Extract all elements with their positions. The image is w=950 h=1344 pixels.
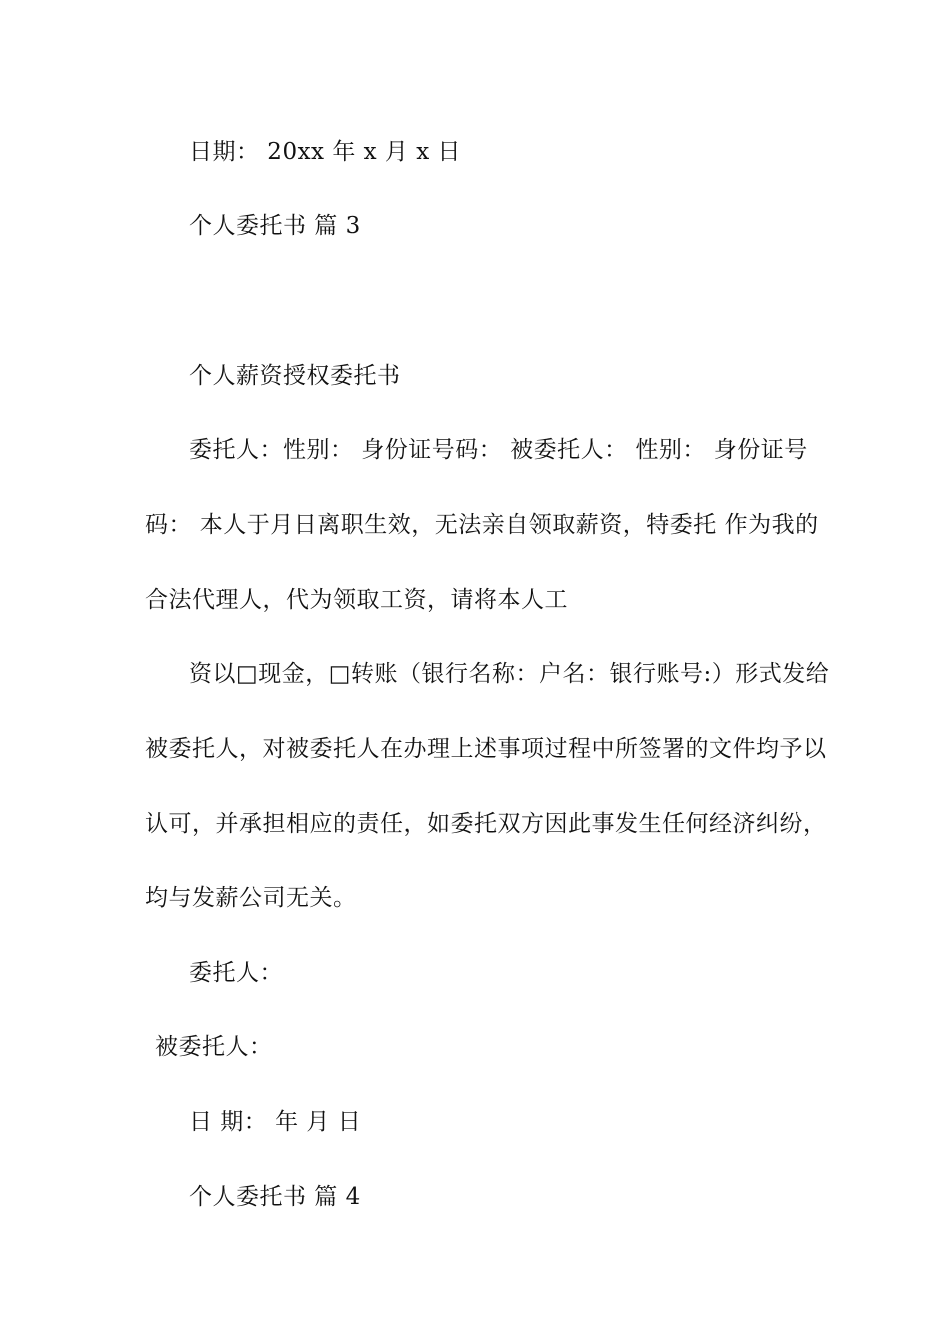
section-heading-4: 个人委托书 篇 4 xyxy=(189,1184,361,1210)
date-line: 日期： 20xx 年 x 月 x 日 xyxy=(189,139,462,165)
paragraph-1-line-1: 委托人：性别： 身份证号码： 被委托人： 性别： 身份证号 xyxy=(189,437,808,463)
signature-agent: 被委托人： xyxy=(155,1034,273,1060)
paragraph-1-line-2: 码： 本人于月日离职生效，无法亲自领取薪资，特委托 作为我的 xyxy=(145,512,819,538)
signature-date: 日 期： 年 月 日 xyxy=(189,1109,362,1135)
paragraph-2-line-3: 认可，并承担相应的责任，如委托双方因此事发生任何经济纠纷， xyxy=(145,811,827,837)
document-title: 个人薪资授权委托书 xyxy=(189,363,401,389)
paragraph-2-line-4: 均与发薪公司无关。 xyxy=(145,885,357,911)
paragraph-1-line-3: 合法代理人，代为领取工资，请将本人工 xyxy=(145,587,568,613)
paragraph-2-line-2: 被委托人，对被委托人在办理上述事项过程中所签署的文件均予以 xyxy=(145,736,827,762)
section-heading-3: 个人委托书 篇 3 xyxy=(189,213,361,239)
signature-principal: 委托人： xyxy=(189,960,283,986)
paragraph-2-line-1: 资以□现金，□转账（银行名称：户名：银行账号:）形式发给 xyxy=(189,661,830,687)
